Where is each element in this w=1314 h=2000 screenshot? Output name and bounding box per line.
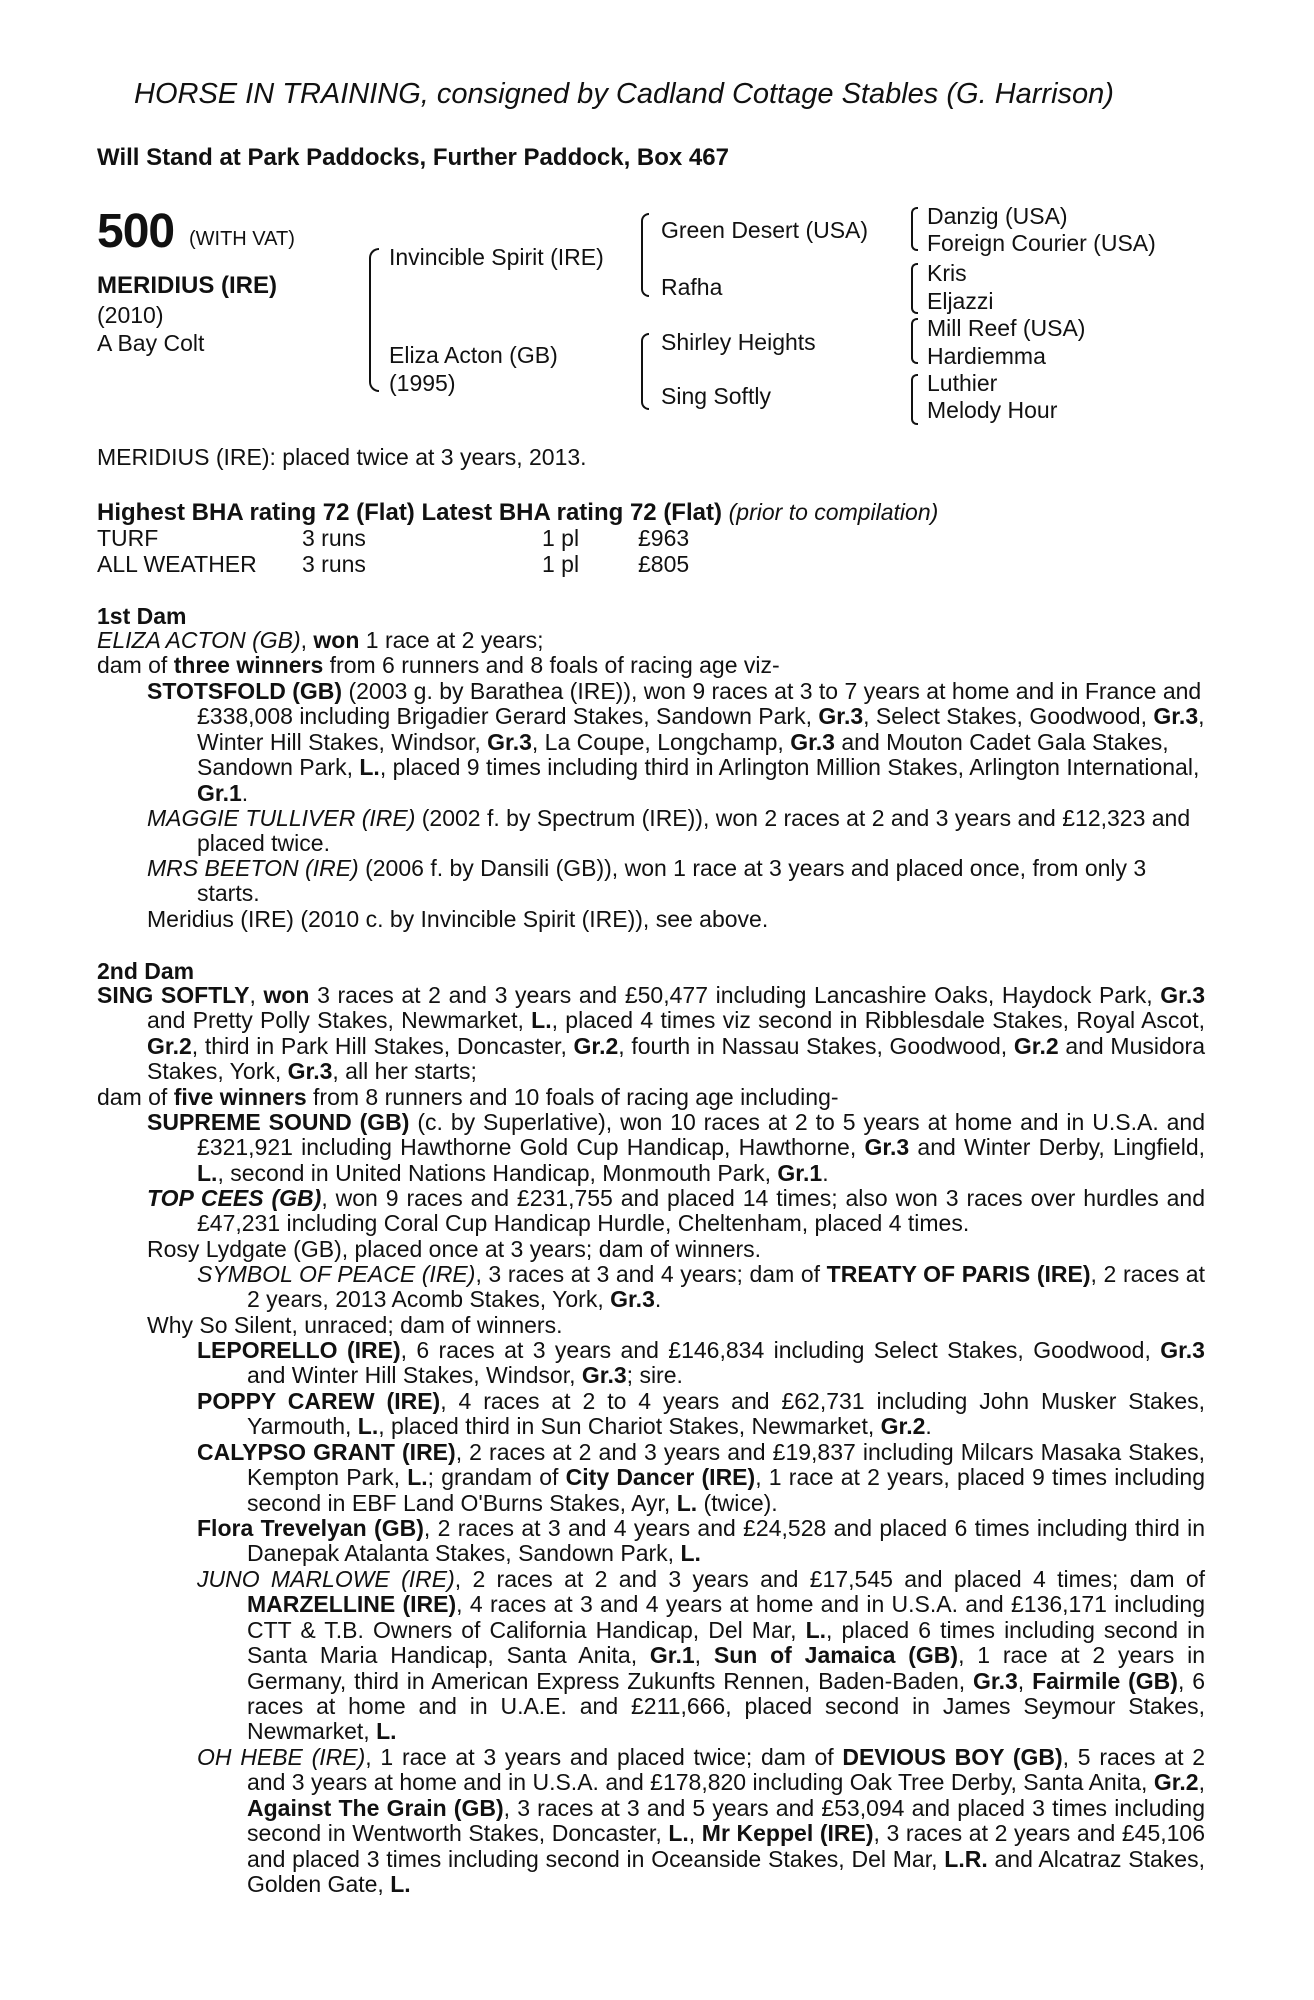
- produce-rosy-lydgate: Rosy Lydgate (GB), placed once at 3 years; dam of winners.: [147, 1236, 762, 1262]
- won-label: won: [313, 627, 360, 653]
- grade: L.: [376, 1718, 397, 1745]
- grade: L.: [357, 1413, 379, 1440]
- produce-meridius: Meridius (IRE) (2010 c. by Invincible Spirit (IRE)), see above.: [147, 906, 769, 932]
- text: from 6 runners and 8 foals of racing age viz-: [323, 652, 780, 679]
- produce-oh-hebe: [197, 1745, 1205, 1897]
- grade: L.: [531, 1007, 552, 1034]
- text: , all her starts;: [332, 1058, 477, 1085]
- pedigree-brace-ds: [911, 318, 918, 364]
- record-prize-turf: £963: [638, 525, 690, 551]
- produce-flora-trevelyan: [197, 1516, 1205, 1567]
- text: , placed 6 times including second in Santa Maria Handicap, Santa Anita,: [247, 1616, 1205, 1669]
- text: , 4 races at 3 and 4 years at home and in U.S.A. and £136,171 including CTT & T.B. Owners of California Handicap, Del Mar,: [247, 1591, 1205, 1643]
- record-surface-turf: TURF: [97, 525, 159, 551]
- grade: Gr.1: [777, 1159, 823, 1186]
- text: , 2 races at 3 and 4 years and £24,528 and placed 6 times including third in Danepak Atalanta Stakes, Sandown Park,: [247, 1515, 1205, 1567]
- produce-name: LEPORELLO (IRE): [197, 1337, 401, 1363]
- text: and Musidora Stakes, York,: [147, 1032, 1206, 1085]
- produce-name: MRS BEETON (IRE): [147, 855, 359, 881]
- second-dam-record: SING SOFTLY, won 3 races at 2 and 3 years and £50,477 including Lancashire Oaks, Haydock Park, Gr.3 and Pretty Polly Stakes, Newmarket, L., placed 4 times viz second in Ribblesdale Stakes, Royal Ascot, Gr.2, third in Park Hill Stakes, Doncaster, Gr.2, fourth in Nassau Stakes, Goodwood, Gr.2 and Musidora Stakes, York, Gr.3, all her starts;: [97, 982, 1206, 1085]
- pedigree-sire: Invincible Spirit (IRE): [389, 244, 604, 270]
- grade: Gr.3: [610, 1286, 655, 1313]
- grade: L.: [390, 1871, 411, 1898]
- text: , 3 races at 3 and 5 years and £53,094 and placed 3 times including second in Wentworth Stakes, Doncaster,: [247, 1794, 1205, 1847]
- second-dam-heading: 2nd Dam: [97, 958, 195, 984]
- produce-juno-marlowe: [197, 1567, 1205, 1745]
- text: and Winter Hill Stakes, Windsor,: [247, 1362, 582, 1389]
- bha-rating: [97, 499, 938, 527]
- produce-name: TOP CEES (GB): [147, 1185, 322, 1211]
- text: , 1 race at 2 years in Germany, third in American Express Zukunfts Rennen, Baden-Baden,: [247, 1642, 1205, 1694]
- text: , 2 races at 2 years, 2013 Acomb Stakes, York,: [247, 1261, 1205, 1313]
- text: , third in Park Hill Stakes, Doncaster,: [191, 1032, 574, 1059]
- pedigree-dsd: Hardiemma: [927, 343, 1046, 369]
- grade: Gr.2: [1013, 1032, 1059, 1059]
- text: (2006 f. by Dansili (GB)), won 1 race at 3 years and placed once, from only 3 starts.: [197, 855, 1147, 907]
- text: , won 9 races and £231,755 and placed 14 times; also won 3 races over hurdles and £47,231 including Coral Cup Handicap Hurdle, Cheltenham, placed 4 times.: [197, 1185, 1205, 1237]
- grade: Gr.3: [818, 703, 864, 730]
- text: , placed 4 times viz second in Ribblesdale Stakes, Royal Ascot,: [551, 1007, 1205, 1034]
- grade: Gr.3: [790, 728, 835, 755]
- highest-rating: Highest BHA rating 72 (Flat): [97, 499, 415, 526]
- pedigree-dam-sire: Shirley Heights: [661, 329, 816, 355]
- text: ,: [688, 1820, 702, 1847]
- produce-supreme-sound: [147, 1110, 1205, 1186]
- text: , 6 races at 3 years and £146,834 including Select Stakes, Goodwood,: [400, 1337, 1161, 1363]
- text: dam of: [97, 652, 174, 679]
- produce-name: SYMBOL OF PEACE (IRE): [197, 1261, 476, 1287]
- text: and Winter Derby, Lingfield,: [909, 1134, 1205, 1161]
- grade: Gr.3: [1160, 982, 1206, 1008]
- grade: Gr.3: [1153, 703, 1199, 730]
- stand-location: Will Stand at Park Paddocks, Further Paddock, Box 467: [97, 144, 729, 171]
- record-runs-aw: 3 runs: [302, 551, 366, 577]
- grade: Gr.3: [1160, 1337, 1205, 1363]
- record-surface-aw: ALL WEATHER: [97, 551, 257, 577]
- produce-symbol-of-peace: [197, 1262, 1205, 1313]
- record-runs-turf: 3 runs: [302, 525, 366, 551]
- produce-name: CALYPSO GRANT (IRE): [197, 1439, 456, 1465]
- produce-poppy-carew: [197, 1389, 1205, 1440]
- pedigree-sds: Kris: [927, 260, 967, 286]
- text: (2003 g. by Barathea (IRE)), won 9 races at 3 to 7 years at home and in France and £338,008 including Brigadier Gerard Stakes, Sandown Park,: [197, 678, 1202, 730]
- pedigree-dam-dam: Sing Softly: [661, 383, 771, 409]
- first-dam-line: ELIZA ACTON (GB), won 1 race at 2 years; dam of three winners from 6 runners and 8 foals of racing age viz-: [97, 627, 780, 679]
- second-dam-name: SING SOFTLY: [97, 982, 250, 1008]
- record-placed-aw: 1 pl: [542, 551, 580, 577]
- text: .: [925, 1413, 932, 1440]
- text: , 4 races at 2 to 4 years and £62,731 including John Musker Stakes, Yarmouth,: [247, 1388, 1206, 1440]
- text: , 6 races at home and in U.A.E. and £211,666, placed second in James Seymour Stakes, Newmarket,: [247, 1667, 1206, 1745]
- pedigree-brace-main: [369, 248, 379, 392]
- produce-name: Fairmile (GB): [1032, 1667, 1178, 1694]
- produce-leporello: [197, 1338, 1205, 1389]
- produce-name: Sun of Jamaica (GB): [713, 1642, 959, 1669]
- text: , 3 races at 3 and 4 years; dam of: [475, 1261, 827, 1287]
- text: and Mouton Cadet Gala Stakes, Sandown Park,: [197, 728, 1169, 781]
- grade: L.R.: [944, 1845, 988, 1872]
- text: 1 race at 2 years;: [359, 627, 544, 653]
- produce-stotsfold: [147, 679, 1205, 806]
- pedigree-brace-sd: [911, 263, 918, 314]
- pedigree-sdd: Eljazzi: [927, 288, 994, 314]
- grade: Gr.3: [581, 1362, 627, 1389]
- grade: Gr.2: [573, 1032, 619, 1059]
- produce-name: STOTSFOLD (GB): [147, 678, 343, 704]
- grade: Gr.2: [1153, 1769, 1199, 1796]
- text: , La Coupe, Longchamp,: [531, 728, 791, 755]
- latest-rating: Latest BHA rating 72 (Flat): [421, 499, 722, 526]
- pedigree-brace-dam: [641, 333, 649, 410]
- text: , placed third in Sun Chariot Stakes, Newmarket,: [378, 1413, 881, 1440]
- text: , second in United Nations Handicap, Monmouth Park,: [217, 1159, 778, 1186]
- grade: Gr.3: [487, 728, 532, 755]
- text: ,: [694, 1642, 714, 1669]
- horse-name: MERIDIUS (IRE): [97, 272, 277, 299]
- pedigree-sire-sire: Green Desert (USA): [661, 217, 869, 243]
- first-dam-heading: 1st Dam: [97, 603, 187, 629]
- text: , 3 races at 2 years and £45,106 and placed 3 times including second in Oceanside Stakes, Del Mar,: [247, 1820, 1205, 1872]
- text: (2002 f. by Spectrum (IRE)), won 2 races at 2 and 3 years and £12,323 and placed twice.: [197, 805, 1191, 857]
- produce-calypso-grant: [197, 1440, 1205, 1516]
- vat-note: (WITH VAT): [189, 228, 295, 250]
- pedigree-dam: Eliza Acton (GB): [389, 342, 558, 368]
- produce-why-so-silent: Why So Silent, unraced; dam of winners.: [147, 1312, 563, 1338]
- text: and Alcatraz Stakes, Golden Gate,: [247, 1845, 1205, 1898]
- pedigree-ddd: Melody Hour: [927, 397, 1058, 423]
- produce-maggie: [147, 806, 1205, 857]
- race-summary: MERIDIUS (IRE): placed twice at 3 years, 2013.: [97, 444, 587, 470]
- produce-name: MARZELLINE (IRE): [247, 1591, 457, 1618]
- text: , fourth in Nassau Stakes, Goodwood,: [618, 1032, 1014, 1059]
- pedigree-ssd: Foreign Courier (USA): [927, 230, 1156, 256]
- text: ,: [1198, 1769, 1205, 1796]
- produce-name: POPPY CAREW (IRE): [197, 1388, 441, 1414]
- grade: Gr.3: [864, 1134, 910, 1161]
- record-placed-turf: 1 pl: [542, 525, 580, 551]
- produce-name: JUNO MARLOWE (IRE): [197, 1566, 455, 1592]
- text: , Winter Hill Stakes, Windsor,: [197, 703, 1205, 755]
- produce-mrs-beeton: [147, 856, 1205, 907]
- page-title: HORSE IN TRAINING, consigned by Cadland Cottage Stables (G. Harrison): [134, 78, 1114, 110]
- pedigree-dds: Luthier: [927, 370, 998, 396]
- text: , Select Stakes, Goodwood,: [863, 703, 1154, 730]
- winners-count: five winners: [173, 1084, 307, 1110]
- text: ; grandam of: [427, 1464, 566, 1491]
- first-dam-name: ELIZA ACTON (GB): [97, 627, 301, 653]
- produce-name: TREATY OF PARIS (IRE): [826, 1261, 1091, 1287]
- produce-name: Mr Keppel (IRE): [701, 1820, 874, 1847]
- produce-name: Against The Grain (GB): [247, 1794, 504, 1821]
- record-prize-aw: £805: [638, 551, 690, 577]
- produce-name: MAGGIE TULLIVER (IRE): [147, 805, 416, 831]
- grade: L.: [668, 1820, 689, 1847]
- pedigree-dam-year: (1995): [389, 370, 456, 396]
- produce-name: Flora Trevelyan (GB): [197, 1515, 424, 1541]
- grade: L.: [680, 1540, 701, 1567]
- horse-description: A Bay Colt: [97, 330, 205, 356]
- text: and Pretty Polly Stakes, Newmarket,: [147, 1007, 532, 1034]
- winners-count: three winners: [173, 652, 324, 679]
- grade: L.: [197, 1159, 218, 1186]
- pedigree-sire-dam: Rafha: [661, 274, 723, 300]
- text: , 1 race at 3 years and placed twice; dam of: [365, 1744, 843, 1770]
- text: , 1 race at 2 years, placed 9 times including second in EBF Land O'Burns Stakes, Ayr,: [247, 1464, 1205, 1516]
- pedigree-dss: Mill Reef (USA): [927, 315, 1086, 341]
- text: .: [241, 779, 249, 806]
- text: (c. by Superlative), won 10 races at 2 to 5 years at home and in U.S.A. and £321,921 including Hawthorne Gold Cup Handicap, Hawthorne,: [197, 1109, 1205, 1161]
- grade: Gr.1: [649, 1642, 695, 1669]
- text: 3 races at 2 and 3 years and £50,477 including Lancashire Oaks, Haydock Park,: [309, 982, 1161, 1008]
- grade: L.: [805, 1616, 827, 1643]
- text: , placed 9 times including third in Arlington Million Stakes, Arlington International,: [379, 754, 1200, 781]
- lot-number: 500: [97, 205, 175, 258]
- text: .: [822, 1159, 829, 1186]
- horse-year: (2010): [97, 302, 164, 328]
- pedigree-brace-ss: [911, 207, 918, 251]
- text: dam of: [97, 1084, 174, 1110]
- produce-name: SUPREME SOUND (GB): [147, 1109, 410, 1135]
- grade: L.: [676, 1489, 698, 1516]
- pedigree-brace-dd: [911, 374, 918, 425]
- grade: Gr.2: [880, 1413, 926, 1440]
- produce-top-cees: [147, 1186, 1205, 1237]
- text: .: [654, 1286, 662, 1313]
- produce-name: City Dancer (IRE): [565, 1464, 756, 1491]
- text: , 5 races at 2 and 3 years at home and in U.S.A. and £178,820 including Oak Tree Derby, Santa Anita,: [247, 1744, 1206, 1796]
- text: (twice).: [697, 1489, 778, 1516]
- grade: L.: [407, 1464, 428, 1491]
- text: , 2 races at 2 and 3 years and £19,837 including Milcars Masaka Stakes, Kempton Park,: [247, 1439, 1206, 1491]
- text: ,: [1017, 1667, 1033, 1694]
- text: ; sire.: [626, 1362, 683, 1389]
- grade: Gr.3: [973, 1667, 1018, 1694]
- text: , 2 races at 2 and 3 years and £17,545 and placed 4 times; dam of: [454, 1566, 1205, 1592]
- won-label: won: [263, 982, 310, 1008]
- grade: Gr.3: [287, 1058, 333, 1085]
- grade: L.: [359, 754, 380, 781]
- grade: Gr.1: [197, 779, 242, 806]
- pedigree-sss: Danzig (USA): [927, 203, 1068, 229]
- text: from 8 runners and 10 foals of racing age including-: [306, 1084, 839, 1110]
- produce-name: OH HEBE (IRE): [197, 1744, 366, 1770]
- rating-note: (prior to compilation): [728, 499, 939, 525]
- grade: Gr.2: [147, 1032, 192, 1059]
- pedigree-brace-sire: [641, 213, 649, 297]
- second-dam-dam-of: [97, 1085, 1207, 1110]
- produce-name: DEVIOUS BOY (GB): [842, 1744, 1063, 1770]
